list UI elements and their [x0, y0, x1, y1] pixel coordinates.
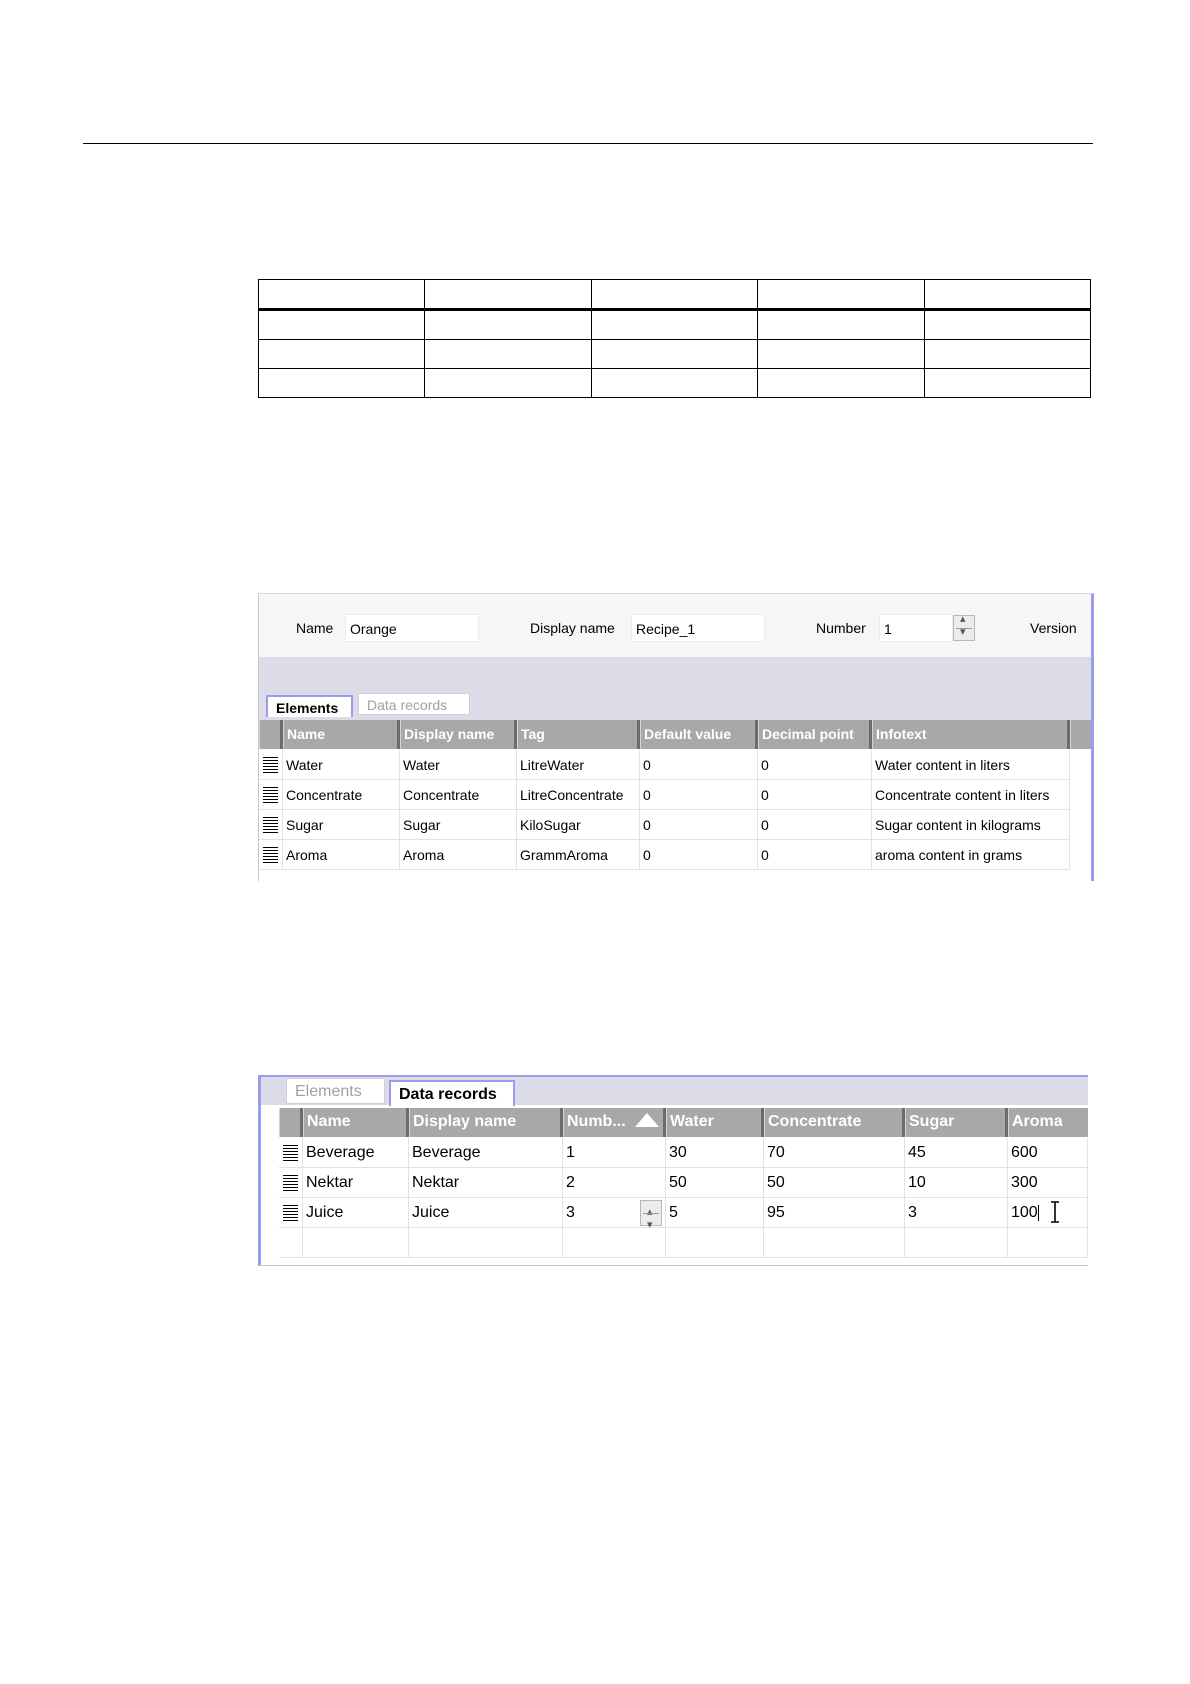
- column-header-aroma[interactable]: Aroma: [1008, 1108, 1088, 1137]
- table-row: [259, 369, 1091, 398]
- cell-default-value[interactable]: 0: [640, 810, 758, 840]
- column-header-number-label: Numb...: [567, 1113, 626, 1130]
- cell-name[interactable]: Water: [283, 750, 400, 780]
- number-spinner[interactable]: [953, 615, 975, 641]
- cell-water[interactable]: 50: [666, 1168, 764, 1198]
- data-records-screenshot: [258, 1075, 1088, 1266]
- version-label: Version: [1030, 620, 1077, 636]
- cell-default-value[interactable]: 0: [640, 750, 758, 780]
- display-name-input[interactable]: Recipe_1: [631, 614, 765, 642]
- row-selector-header: [279, 1108, 303, 1137]
- column-header-number[interactable]: [563, 1108, 666, 1137]
- table-row[interactable]: [259, 840, 1091, 870]
- column-header-concentrate[interactable]: Concentrate: [764, 1108, 905, 1137]
- cell-display-name[interactable]: Beverage: [409, 1138, 563, 1168]
- header-row: [261, 1108, 1088, 1138]
- tab-strip: [261, 1077, 1088, 1105]
- cell-tag[interactable]: LitreWater: [517, 750, 640, 780]
- column-header-display-name[interactable]: Display name: [400, 720, 517, 749]
- table-row[interactable]: [259, 780, 1091, 810]
- cell-sugar[interactable]: 45: [905, 1138, 1008, 1168]
- cell-number-editing[interactable]: [563, 1198, 666, 1228]
- cell-water[interactable]: 30: [666, 1138, 764, 1168]
- cell-name[interactable]: Sugar: [283, 810, 400, 840]
- cell-sugar[interactable]: 3: [905, 1198, 1008, 1228]
- cell-concentrate[interactable]: 70: [764, 1138, 905, 1168]
- cell-number[interactable]: 3: [566, 1204, 575, 1221]
- column-header-water[interactable]: Water: [666, 1108, 764, 1137]
- cell-aroma[interactable]: 100: [1011, 1204, 1038, 1221]
- table-row[interactable]: [261, 1198, 1088, 1228]
- cell-display-name[interactable]: Juice: [409, 1198, 563, 1228]
- elements-grid-body: [259, 750, 1091, 881]
- column-header-tag[interactable]: Tag: [517, 720, 640, 749]
- cell-tag[interactable]: LitreConcentrate: [517, 780, 640, 810]
- empty-new-row[interactable]: [261, 1228, 1088, 1258]
- cell-tag[interactable]: GrammAroma: [517, 840, 640, 870]
- cell-number[interactable]: 1: [563, 1138, 666, 1168]
- cell-display-name[interactable]: Concentrate: [400, 780, 517, 810]
- cell-decimal-point[interactable]: 0: [758, 750, 872, 780]
- tab-data-records[interactable]: Data records: [358, 693, 470, 715]
- number-label: Number: [816, 620, 866, 636]
- cell-name[interactable]: Beverage: [303, 1138, 409, 1168]
- cell-infotext[interactable]: Concentrate content in liters: [872, 780, 1070, 810]
- tab-elements[interactable]: Elements: [266, 695, 353, 717]
- display-name-label: Display name: [530, 620, 615, 636]
- cell-display-name[interactable]: Water: [400, 750, 517, 780]
- cell-number[interactable]: 2: [563, 1168, 666, 1198]
- column-header-decimal-point[interactable]: Decimal point: [758, 720, 872, 749]
- row-handle-icon[interactable]: [283, 1205, 298, 1222]
- cell-decimal-point[interactable]: 0: [758, 780, 872, 810]
- cell-aroma[interactable]: 600: [1008, 1138, 1088, 1168]
- cell-name[interactable]: Aroma: [283, 840, 400, 870]
- text-cursor-icon: [1048, 1201, 1062, 1223]
- row-handle-icon[interactable]: [263, 847, 278, 864]
- cell-infotext[interactable]: Sugar content in kilograms: [872, 810, 1070, 840]
- table-row: [259, 310, 1091, 340]
- row-handle-icon[interactable]: [263, 817, 278, 834]
- row-handle-icon[interactable]: [283, 1175, 298, 1192]
- header-row: [259, 720, 1091, 750]
- cell-sugar[interactable]: 10: [905, 1168, 1008, 1198]
- empty-document-table: [258, 279, 1091, 398]
- table-header-row: [259, 280, 1091, 310]
- cell-concentrate[interactable]: 50: [764, 1168, 905, 1198]
- column-header-display-name[interactable]: Display name: [409, 1108, 563, 1137]
- row-selector-header: [259, 720, 283, 749]
- tab-elements[interactable]: Elements: [286, 1078, 385, 1104]
- cell-name[interactable]: Nektar: [303, 1168, 409, 1198]
- table-row[interactable]: [261, 1168, 1088, 1198]
- column-header-name[interactable]: Name: [303, 1108, 409, 1137]
- cell-decimal-point[interactable]: 0: [758, 810, 872, 840]
- cell-default-value[interactable]: 0: [640, 780, 758, 810]
- cell-default-value[interactable]: 0: [640, 840, 758, 870]
- records-grid-body: [261, 1138, 1088, 1263]
- cell-aroma[interactable]: 300: [1008, 1168, 1088, 1198]
- column-header-sugar[interactable]: Sugar: [905, 1108, 1008, 1137]
- row-handle-icon[interactable]: [263, 757, 278, 774]
- recipe-form: [259, 594, 1091, 657]
- number-spinner[interactable]: [640, 1200, 662, 1226]
- column-header-infotext[interactable]: Infotext: [872, 720, 1070, 749]
- cell-infotext[interactable]: aroma content in grams: [872, 840, 1070, 870]
- records-grid-header: [261, 1108, 1088, 1138]
- recipe-name-input[interactable]: Orange: [345, 614, 479, 642]
- row-handle-icon[interactable]: [263, 787, 278, 804]
- cell-decimal-point[interactable]: 0: [758, 840, 872, 870]
- tab-data-records[interactable]: Data records: [389, 1080, 515, 1106]
- cell-water[interactable]: 5: [666, 1198, 764, 1228]
- row-handle-icon[interactable]: [283, 1145, 298, 1162]
- cell-display-name[interactable]: Sugar: [400, 810, 517, 840]
- cell-tag[interactable]: KiloSugar: [517, 810, 640, 840]
- cell-display-name[interactable]: Aroma: [400, 840, 517, 870]
- cell-name[interactable]: Juice: [303, 1198, 409, 1228]
- tab-strip: [259, 657, 1091, 720]
- elements-grid-header: [259, 720, 1091, 750]
- header-filler: [1070, 720, 1091, 749]
- cell-infotext[interactable]: Water content in liters: [872, 750, 1070, 780]
- name-label: Name: [296, 620, 334, 636]
- table-row[interactable]: [261, 1138, 1088, 1168]
- table-row[interactable]: [259, 810, 1091, 840]
- column-header-default-value[interactable]: Default value: [640, 720, 758, 749]
- column-header-name[interactable]: Name: [283, 720, 400, 749]
- sort-ascending-icon: [635, 1113, 659, 1127]
- number-input[interactable]: 1: [879, 614, 953, 642]
- cell-display-name[interactable]: Nektar: [409, 1168, 563, 1198]
- text-caret: [1038, 1205, 1039, 1221]
- recipe-elements-screenshot: [258, 593, 1094, 881]
- header-rule: [83, 143, 1093, 144]
- table-row[interactable]: [259, 750, 1091, 780]
- cell-concentrate[interactable]: 95: [764, 1198, 905, 1228]
- table-row: [259, 340, 1091, 369]
- cell-name[interactable]: Concentrate: [283, 780, 400, 810]
